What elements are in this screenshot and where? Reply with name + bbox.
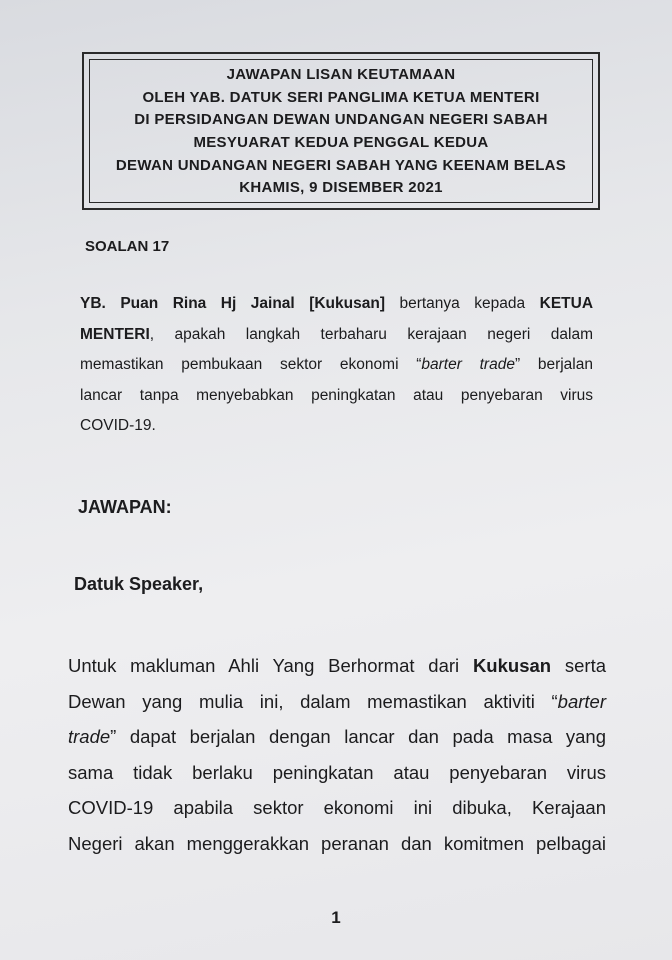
question-text-5: lancar tanpa menyebabkan peningkatan atau penyebaran virus	[80, 386, 593, 404]
page-number: 1	[331, 908, 341, 927]
title-line-1: JAWAPAN LISAN KEUTAMAAN	[226, 66, 456, 84]
question-line-1	[80, 289, 593, 320]
question-text-2: , apakah langkah terbaharu kerajaan negeri dalam	[149, 325, 593, 343]
question-term: barter trade	[421, 356, 515, 373]
answer-paragraph	[68, 648, 606, 861]
question-line-3	[80, 350, 593, 381]
question-number: SOALAN 17	[85, 238, 170, 255]
question-paragraph	[80, 289, 593, 442]
question-text-3: memastikan pembukaan sektor ekonomi “	[80, 356, 422, 373]
answer-text-2a: Dewan yang mulia ini, dalam memastikan aktiviti “	[68, 690, 558, 712]
answer-text-3b: ” dapat berjalan dengan lancar dan pada masa yang	[110, 726, 606, 747]
question-line-4	[80, 381, 593, 412]
title-box-inner	[89, 59, 593, 203]
answer-constituency: Kukusan	[472, 655, 552, 676]
answer-line-2	[68, 684, 606, 720]
title-line-6: KHAMIS, 9 DISEMBER 2021	[239, 179, 443, 197]
question-asker: YB. Puan Rina Hj Jainal [Kukusan]	[80, 295, 385, 312]
title-line-2: OLEH YAB. DATUK SERI PANGLIMA KETUA MENTERI	[142, 88, 540, 106]
answer-heading: JAWAPAN:	[78, 497, 172, 517]
question-line-2	[80, 320, 593, 351]
answer-line-4: sama tidak berlaku peningkatan atau penyebaran virus	[68, 761, 606, 783]
answer-text-1a: Untuk makluman Ahli Yang Berhormat dari	[68, 655, 473, 676]
question-text-4: ” berjalan	[514, 356, 593, 373]
answer-line-5: COVID-19 apabila sektor ekonomi ini dibuka, Kerajaan	[68, 797, 606, 818]
question-text-1: bertanya kepada	[384, 295, 540, 312]
answer-text-1c: serta	[551, 655, 606, 676]
answer-term-barter: barter	[557, 690, 606, 712]
title-box	[82, 52, 600, 210]
answer-term-trade: trade	[68, 726, 111, 747]
question-text-6: COVID-19.	[80, 417, 156, 434]
answer-salutation: Datuk Speaker,	[74, 574, 204, 594]
question-line-5	[80, 411, 593, 442]
title-line-3: DI PERSIDANGAN DEWAN UNDANGAN NEGERI SABAH	[134, 111, 548, 129]
answer-line-6: Negeri akan menggerakkan peranan dan komitmen pelbagai	[68, 832, 606, 854]
title-line-5: DEWAN UNDANGAN NEGERI SABAH YANG KEENAM BELAS	[115, 156, 567, 174]
answer-line-3	[68, 719, 606, 755]
question-addressee-2: MENTERI	[80, 325, 150, 343]
question-addressee-1: KETUA	[539, 295, 594, 312]
title-line-4: MESYUARAT KEDUA PENGGAL KEDUA	[193, 134, 489, 151]
answer-line-1	[68, 648, 606, 684]
